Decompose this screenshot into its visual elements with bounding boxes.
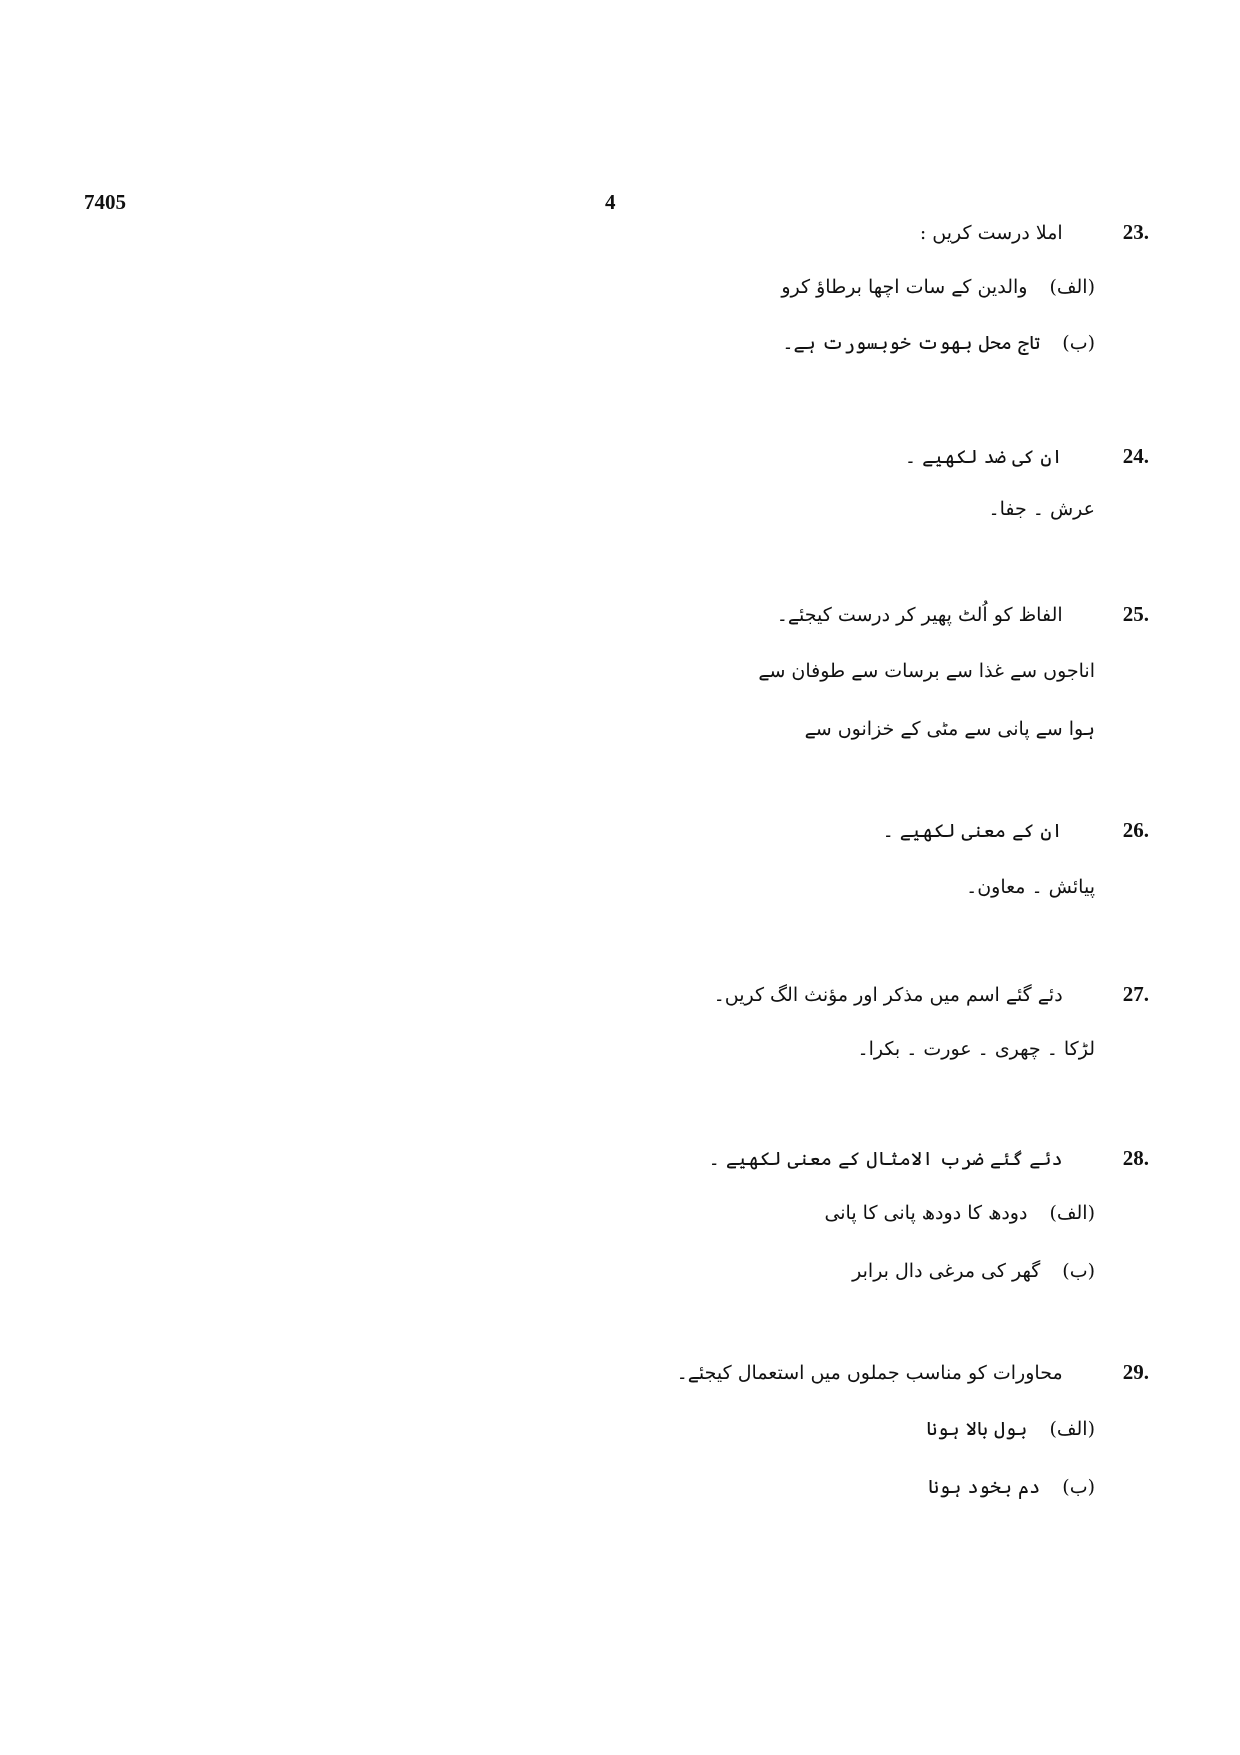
option-text: دم بخود ہونا xyxy=(928,1476,1041,1498)
question-28 xyxy=(709,1148,1149,1169)
question-prompt: ان کے معنی لکھیے ۔ xyxy=(882,820,1063,842)
answer-line xyxy=(966,878,1095,897)
option-text: دودھ کا دودھ پانی کا پانی xyxy=(824,1202,1028,1224)
page-number: 4 xyxy=(605,190,616,214)
option-label: (الف) xyxy=(1049,1202,1095,1224)
option-text: والدین کے سات اچھا برطاؤ کرو xyxy=(781,276,1028,298)
answer-text: اناجوں سے غذا سے برسات سے طوفان سے xyxy=(758,660,1095,682)
option-text: بول بالا ہونا xyxy=(926,1418,1028,1440)
answer-text: پیائش ۔ معاون۔ xyxy=(966,876,1095,898)
option-label: (الف) xyxy=(1049,1418,1095,1440)
answer-line xyxy=(758,662,1095,681)
option-text: تاج محل بھوت خوبسورت ہے۔ xyxy=(782,332,1041,354)
question-prompt: ان کی ضد لکھیے ۔ xyxy=(904,446,1063,468)
option-label: (ب) xyxy=(1062,1476,1095,1498)
question-27 xyxy=(714,984,1149,1005)
answer-text: لڑکا ۔ چھری ۔ عورت ۔ بکرا۔ xyxy=(857,1038,1095,1060)
question-prompt: املا درست کریں : xyxy=(919,222,1063,244)
answer-line xyxy=(805,720,1095,739)
answer-line xyxy=(781,278,1095,297)
answer-text: عرش ۔ جفا۔ xyxy=(988,498,1095,520)
option-label: (ب) xyxy=(1062,332,1095,354)
answer-line xyxy=(988,500,1095,519)
option-label: (الف) xyxy=(1049,276,1095,298)
answer-line xyxy=(926,1420,1095,1439)
question-29 xyxy=(677,1362,1149,1383)
question-26 xyxy=(883,820,1149,841)
question-number: 28. xyxy=(1122,1146,1149,1170)
answer-line xyxy=(824,1204,1095,1223)
answer-line xyxy=(928,1478,1095,1497)
question-number: 24. xyxy=(1122,444,1149,468)
question-25 xyxy=(777,604,1149,625)
option-label: (ب) xyxy=(1062,1260,1095,1282)
answer-line xyxy=(858,1040,1096,1059)
question-prompt: محاورات کو مناسب جملوں میں استعمال کیجئے۔ xyxy=(676,1362,1063,1384)
question-number: 29. xyxy=(1122,1360,1149,1384)
question-23 xyxy=(920,222,1149,243)
option-text: گھر کی مرغی دال برابر xyxy=(852,1260,1041,1282)
question-prompt: دئے گئے ضرب الامثال کے معنی لکھیے ۔ xyxy=(708,1148,1063,1170)
question-number: 25. xyxy=(1122,602,1149,626)
paper-code: 7405 xyxy=(84,190,126,214)
answer-line xyxy=(782,334,1095,353)
answer-text: ہوا سے پانی سے مٹی کے خزانوں سے xyxy=(804,718,1095,740)
question-prompt: دئے گئے اسم میں مذکر اور مؤنث الگ کریں۔ xyxy=(713,984,1063,1006)
question-number: 27. xyxy=(1122,982,1149,1006)
question-prompt: الفاظ کو اُلٹ پھیر کر درست کیجئے۔ xyxy=(776,604,1063,626)
answer-line xyxy=(852,1262,1095,1281)
question-number: 26. xyxy=(1122,818,1149,842)
question-number: 23. xyxy=(1122,220,1149,244)
question-24 xyxy=(905,446,1149,467)
